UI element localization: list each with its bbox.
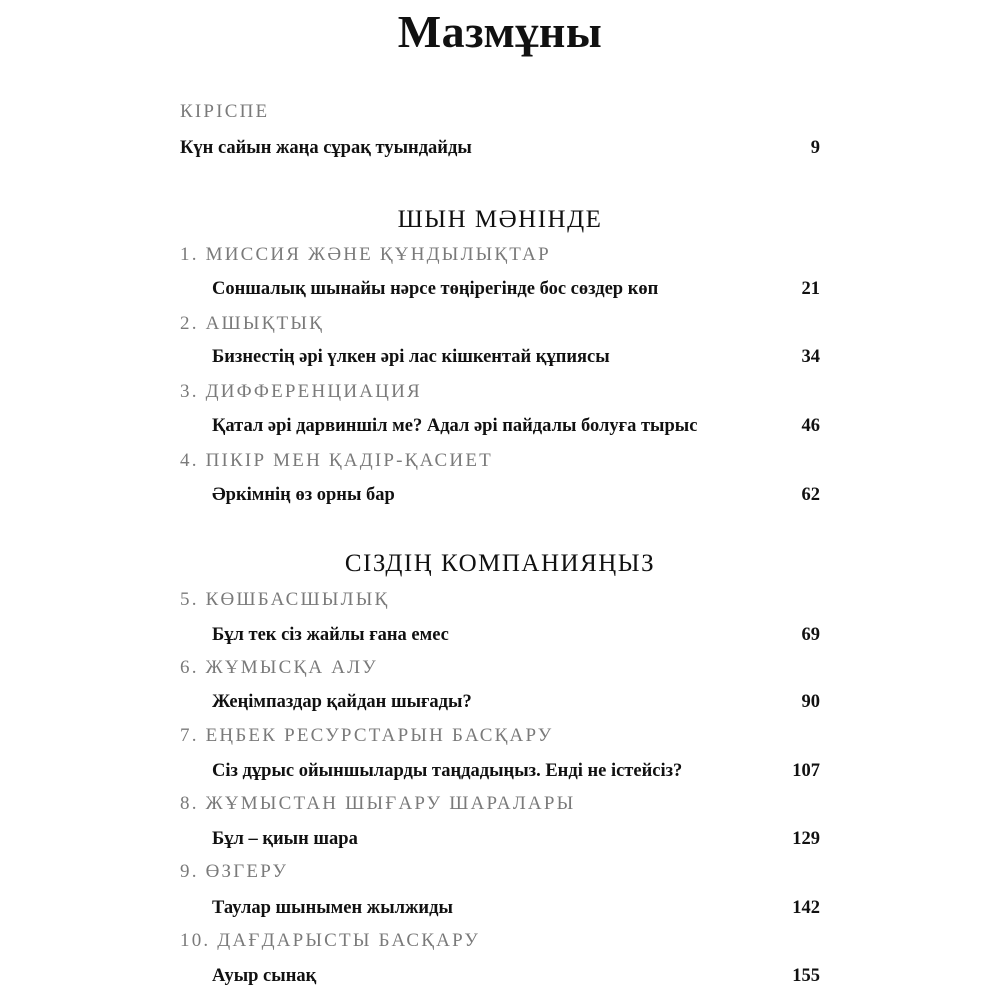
chapter-title: 9. ӨЗГЕРУ [180, 861, 289, 882]
page-number: 34 [801, 347, 820, 367]
section-heading: ШЫН МӘНІНДЕ [397, 206, 603, 233]
entry-title: Ауыр сынақ [212, 966, 317, 986]
toc-entry[interactable] [212, 621, 820, 649]
toc-entry-intro[interactable] [180, 134, 820, 162]
page-number: 129 [792, 829, 820, 849]
toc-entry[interactable] [212, 343, 820, 371]
chapter-title: 4. ПІКІР МЕН ҚАДІР-ҚАСИЕТ [180, 450, 493, 471]
toc-entry[interactable] [212, 481, 820, 509]
chapter-title: 2. АШЫҚТЫҚ [180, 313, 324, 334]
page-number: 107 [792, 761, 820, 781]
chapter-title: 8. ЖҰМЫСТАН ШЫҒАРУ ШАРАЛАРЫ [180, 793, 576, 814]
entry-title: Таулар шынымен жылжиды [212, 898, 453, 918]
toc-entry[interactable] [212, 412, 820, 440]
toc-entry[interactable] [212, 757, 820, 785]
page-number: 9 [810, 138, 820, 158]
toc-entry[interactable] [212, 962, 820, 990]
intro-heading: КІРІСПЕ [180, 101, 270, 122]
entry-title: Соншалық шынайы нәрсе төңірегінде бос сөздер көп [212, 279, 659, 299]
page-number: 46 [801, 416, 820, 436]
page-number: 155 [792, 966, 820, 986]
page-number: 62 [801, 485, 820, 505]
chapter-title: 10. ДАҒДАРЫСТЫ БАСҚАРУ [180, 930, 481, 951]
page-number: 69 [801, 625, 820, 645]
toc-entry[interactable] [212, 825, 820, 853]
entry-title: Сіз дұрыс ойыншыларды таңдадыңыз. Енді не істейсіз? [212, 761, 683, 781]
entry-title: Бұл тек сіз жайлы ғана емес [212, 625, 449, 645]
entry-title: Жеңімпаздар қайдан шығады? [212, 692, 472, 712]
entry-title: Бұл – қиын шара [212, 829, 358, 849]
toc-entry[interactable] [212, 688, 820, 716]
section-heading: СІЗДІҢ КОМПАНИЯҢЫЗ [344, 550, 656, 577]
page-number: 90 [801, 692, 820, 712]
page-number: 21 [801, 279, 820, 299]
chapter-title: 7. ЕҢБЕК РЕСУРСТАРЫН БАСҚАРУ [180, 725, 554, 746]
entry-title: Қатал әрі дарвиншіл ме? Адал әрі пайдалы болуға тырыс [212, 416, 698, 436]
chapter-title: 6. ЖҰМЫСҚА АЛУ [180, 657, 378, 678]
page-title: Мазмұны [397, 6, 603, 57]
toc-entry[interactable] [212, 275, 820, 303]
entry-title: Бизнестің әрі үлкен әрі лас кішкентай құпиясы [212, 347, 610, 367]
chapter-title: 1. МИССИЯ ЖӘНЕ ҚҰНДЫЛЫҚТАР [180, 244, 551, 265]
toc-entry[interactable] [212, 894, 820, 922]
chapter-title: 5. КӨШБАСШЫЛЫҚ [180, 589, 390, 610]
page-number: 142 [792, 898, 820, 918]
chapter-title: 3. ДИФФЕРЕНЦИАЦИЯ [180, 381, 422, 402]
entry-title: Әркімнің өз орны бар [212, 485, 395, 505]
entry-title: Күн сайын жаңа сұрақ туындайды [180, 138, 472, 158]
